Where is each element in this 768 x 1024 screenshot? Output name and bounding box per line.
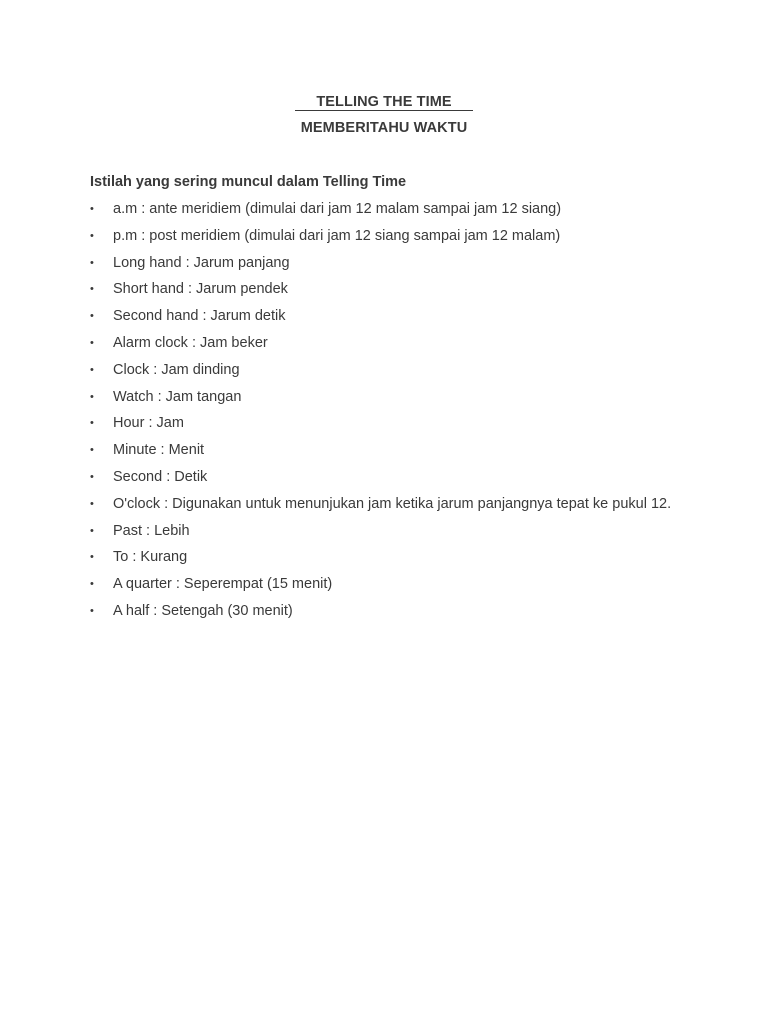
term-text: A half : Setengah (30 menit) <box>113 602 293 619</box>
term-list-item <box>90 357 690 384</box>
bullet-icon: • <box>90 336 94 349</box>
bullet-icon: • <box>90 470 94 483</box>
document-title <box>0 94 768 111</box>
term-text: a.m : ante meridiem (dimulai dari jam 12 malam sampai jam 12 siang) <box>113 201 562 217</box>
section-heading: Istilah yang sering muncul dalam Telling Time <box>90 174 407 190</box>
term-list-item <box>90 491 690 518</box>
bullet-icon: • <box>90 604 94 617</box>
term-list-item <box>90 303 690 330</box>
bullet-icon: • <box>90 283 94 296</box>
term-list-item <box>90 276 690 303</box>
term-text: Watch : Jam tangan <box>113 388 242 405</box>
bullet-icon: • <box>90 417 94 430</box>
bullet-icon: • <box>90 229 94 242</box>
term-list-item <box>90 196 690 223</box>
term-list-item <box>90 571 690 598</box>
document-title-text: TELLING THE TIME <box>295 94 472 111</box>
term-text: Hour : Jam <box>113 415 184 432</box>
bullet-icon: • <box>90 578 94 591</box>
term-list-item <box>90 410 690 437</box>
term-text: Long hand : Jarum panjang <box>113 254 290 271</box>
term-list-item <box>90 250 690 277</box>
term-text: Second hand : Jarum detik <box>113 308 286 325</box>
term-list-item <box>90 437 690 464</box>
term-text: Past : Lebih <box>113 522 190 539</box>
term-text: Clock : Jam dinding <box>113 361 240 378</box>
bullet-icon: • <box>90 444 94 457</box>
bullet-icon: • <box>90 390 94 403</box>
bullet-icon: • <box>90 310 94 323</box>
bullet-icon: • <box>90 203 94 215</box>
bullet-icon: • <box>90 524 94 537</box>
term-text: Second : Detik <box>113 468 208 485</box>
term-list-item <box>90 518 690 545</box>
bullet-icon: • <box>90 256 94 269</box>
term-text: Short hand : Jarum pendek <box>113 281 288 298</box>
term-text: To : Kurang <box>113 549 188 566</box>
term-text: p.m : post meridiem (dimulai dari jam 12 siang sampai jam 12 malam) <box>113 227 561 244</box>
term-list <box>90 196 690 625</box>
term-list-item <box>90 464 690 491</box>
document-subtitle: MEMBERITAHU WAKTU <box>300 120 468 136</box>
bullet-icon: • <box>90 497 94 510</box>
bullet-icon: • <box>90 363 94 376</box>
term-text: Minute : Menit <box>113 442 205 459</box>
bullet-icon: • <box>90 551 94 564</box>
term-text: A quarter : Seperempat (15 menit) <box>113 576 333 593</box>
term-list-item <box>90 223 690 250</box>
term-list-item <box>90 598 690 625</box>
term-list-item <box>90 384 690 411</box>
term-text: O'clock : Digunakan untuk menunjukan jam ketika jarum panjangnya tepat ke pukul 12. <box>113 495 672 512</box>
term-text: Alarm clock : Jam beker <box>113 334 268 351</box>
term-list-item <box>90 330 690 357</box>
term-list-item <box>90 544 690 571</box>
